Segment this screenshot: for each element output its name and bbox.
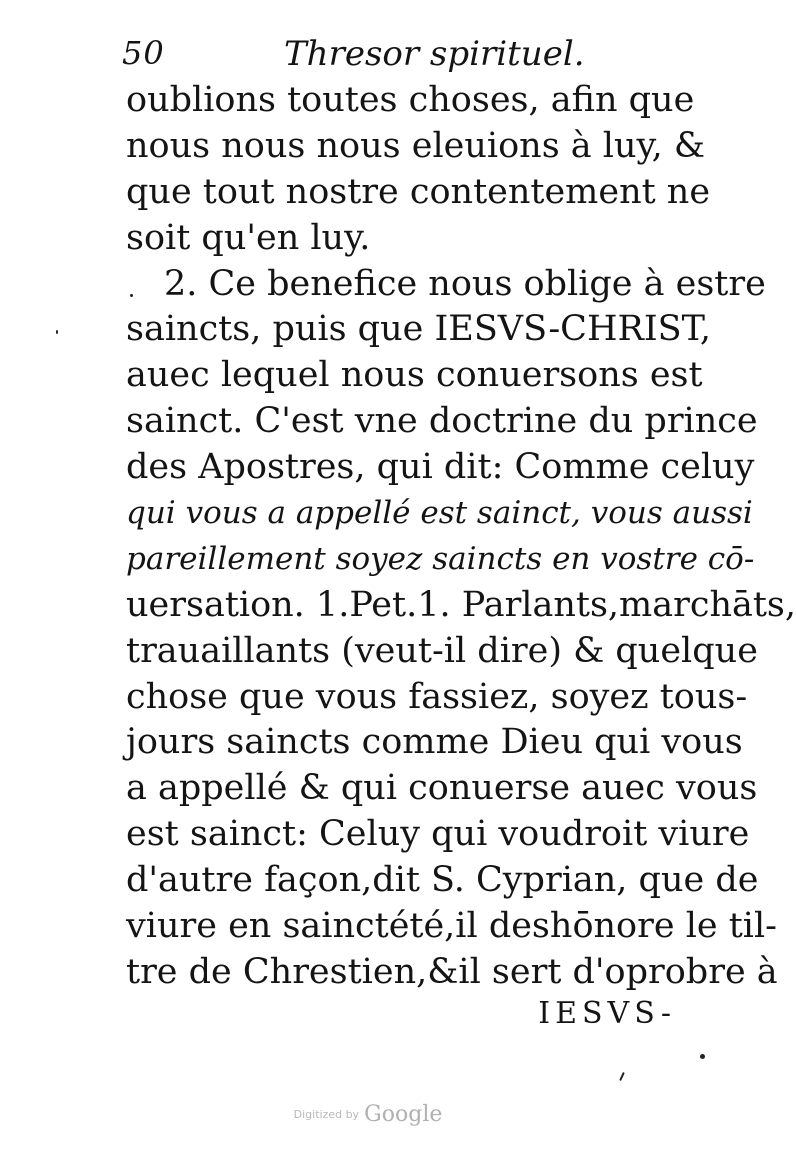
- text-line: sainct. C'est vne doctrine du prince: [126, 401, 758, 442]
- text-line: que tout nostre contentement ne: [126, 171, 711, 212]
- page-number: 50: [122, 34, 165, 72]
- text-line: chose que vous fassiez, soyez tous-: [126, 676, 748, 717]
- text-line: des Apostres, qui dit: Comme celuy: [126, 447, 755, 488]
- ink-speck: [56, 330, 58, 334]
- google-logo: Google: [364, 1102, 443, 1127]
- catchword: IESVS-: [538, 996, 676, 1031]
- body-text: [126, 78, 796, 996]
- text-line: trauaillants (veut-il dire) & quelque: [126, 630, 758, 671]
- paragraph-start-line: 2. Ce benefice nous oblige à estre: [164, 263, 766, 304]
- text-line: auec lequel nous conuersons est: [126, 355, 703, 396]
- text-line: d'autre façon,dit S. Cyprian, que de: [126, 860, 759, 901]
- ink-speck: [619, 1072, 625, 1081]
- ink-speck: [700, 1054, 705, 1059]
- digitization-watermark: [0, 1102, 736, 1127]
- text-line: oublions toutes choses, afin que: [126, 80, 695, 120]
- ink-speck: [130, 294, 133, 297]
- running-title: Thresor spirituel.: [284, 34, 585, 74]
- text-line: viure en sainctété,il deshōnore le til-: [126, 906, 778, 947]
- quotation-line: pareillement soyez saincts en vostre cō-: [126, 540, 755, 577]
- quotation-line: qui vous a appellé est sainct, vous aussi: [126, 495, 753, 532]
- text-line: est sainct: Celuy qui voudroit viure: [126, 814, 750, 855]
- text-line: saincts, puis que IESVS-CHRIST,: [126, 309, 711, 350]
- text-line: uersation. 1.Pet.1. Parlants,marchāts,: [126, 584, 796, 625]
- page-header: [122, 30, 682, 76]
- text-line: a appellé & qui conuerse auec vous: [126, 768, 758, 809]
- text-line: tre de Chrestien,&il sert d'oprobre à: [126, 951, 778, 992]
- text-line: jours saincts comme Dieu qui vous: [126, 722, 743, 763]
- text-line: soit qu'en luy.: [126, 217, 371, 258]
- digitized-by-label: Digitized by: [293, 1108, 360, 1121]
- text-line: nous nous nous eleuions à luy, &: [126, 125, 706, 166]
